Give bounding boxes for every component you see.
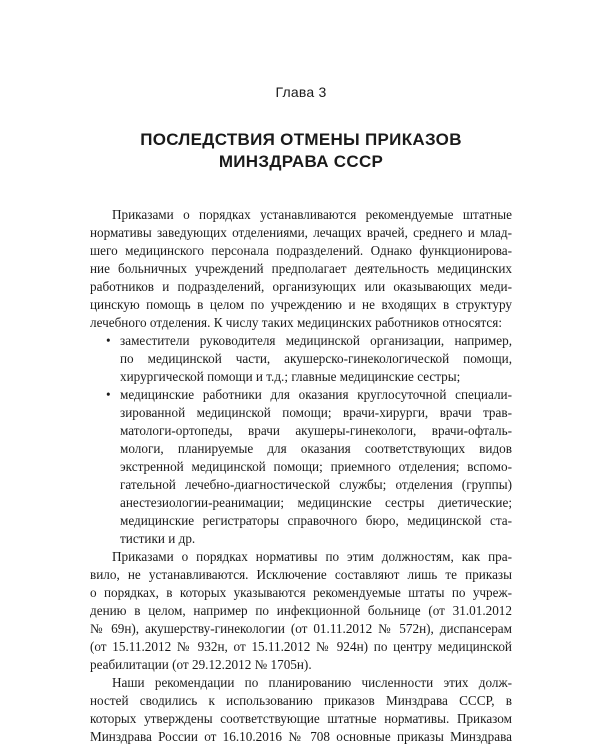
document-page: [90, 0, 512, 750]
text-line: Минздрава России от 16.10.2016 № 708 основные приказы Минздрава: [90, 729, 512, 744]
text-line: ние больничных учреждений предполагает деятельность медицинских: [90, 261, 512, 276]
chapter-title: [90, 129, 512, 173]
text-line: цинскую помощь в целом по учреждению и не входящих в структуру: [90, 297, 512, 312]
text-line: шего медицинского персонала подразделений. Однако функционирова-: [90, 243, 512, 258]
bullet-text: медицинские работники для оказания круглосуточной специали-: [120, 387, 512, 402]
bullet-text: заместители руководителя медицинской организации, например,: [120, 333, 512, 348]
text-line: работников и подразделений, организующих или оказывающих меди-: [90, 279, 512, 294]
text-line: медицинские регистраторы справочного бюро, медицинской ста-: [120, 513, 512, 528]
bullet-marker: •: [106, 333, 111, 348]
text-line: лечебного отделения. К числу таких медицинских работников относятся:: [90, 315, 503, 330]
text-line: экстренной медицинской помощи; приемного отделения; вспомо-: [120, 459, 512, 474]
text-line: нормативы заведующих отделениями, лечащих врачей, среднего и млад-: [90, 225, 512, 240]
text-line: вило, не устанавливаются. Исключение составляют лишь те приказы: [90, 567, 512, 582]
text-line: зированной медицинской помощи; врачи-хирурги, врачи трав-: [120, 405, 512, 420]
text-line: анестезиологии-реанимации; медицинские сестры диетические;: [120, 495, 512, 510]
bullet-marker: •: [106, 387, 111, 402]
text-line: хирургической помощи и т.д.; главные медицинские сестры;: [120, 369, 461, 384]
text-line: Наши рекомендации по планированию численности этих долж-: [112, 675, 512, 690]
body-text: [90, 206, 512, 746]
text-line: о порядках, в которых указываются рекомендуемые штаты по учреж-: [90, 585, 512, 600]
text-line: матологи-ортопеды, врачи акушеры-гинекологи, врачи-офталь-: [120, 423, 512, 438]
chapter-label: Глава 3: [275, 84, 327, 100]
text-line: гательной лечебно-диагностической службы; отделения (группы): [120, 477, 512, 492]
bullet-line: [90, 386, 512, 404]
text-line: тистики и др.: [120, 531, 196, 546]
text-line: мологи, планируемые для оказания соответствующих видов: [120, 441, 512, 456]
text-line: которых утверждены соответствующие штатные нормативы. Приказом: [90, 711, 512, 726]
title-line: ПОСЛЕДСТВИЯ ОТМЕНЫ ПРИКАЗОВ: [140, 130, 462, 149]
text-line: по медицинской части, акушерско-гинекологической помощи,: [120, 351, 512, 366]
text-line: Приказами о порядках устанавливаются рекомендуемые штатные: [112, 207, 512, 222]
text-line: ностей сводились к использованию приказов Минздрава СССР, в: [90, 693, 512, 708]
title-line: МИНЗДРАВА СССР: [218, 152, 384, 171]
text-line: № 69н), акушерству-гинекологии (от 01.11.2012 № 572н), диспансерам: [90, 621, 512, 636]
text-line: реабилитации (от 29.12.2012 № 1705н).: [90, 657, 312, 672]
bullet-line: [90, 332, 512, 350]
text-line: Приказами о порядках нормативы по этим должностям, как пра-: [112, 549, 512, 564]
text-line: (от 15.11.2012 № 932н, от 15.11.2012 № 924н) по центру медицинской: [90, 639, 512, 654]
text-line: дению в целом, например по инфекционной больнице (от 31.01.2012: [90, 603, 512, 618]
